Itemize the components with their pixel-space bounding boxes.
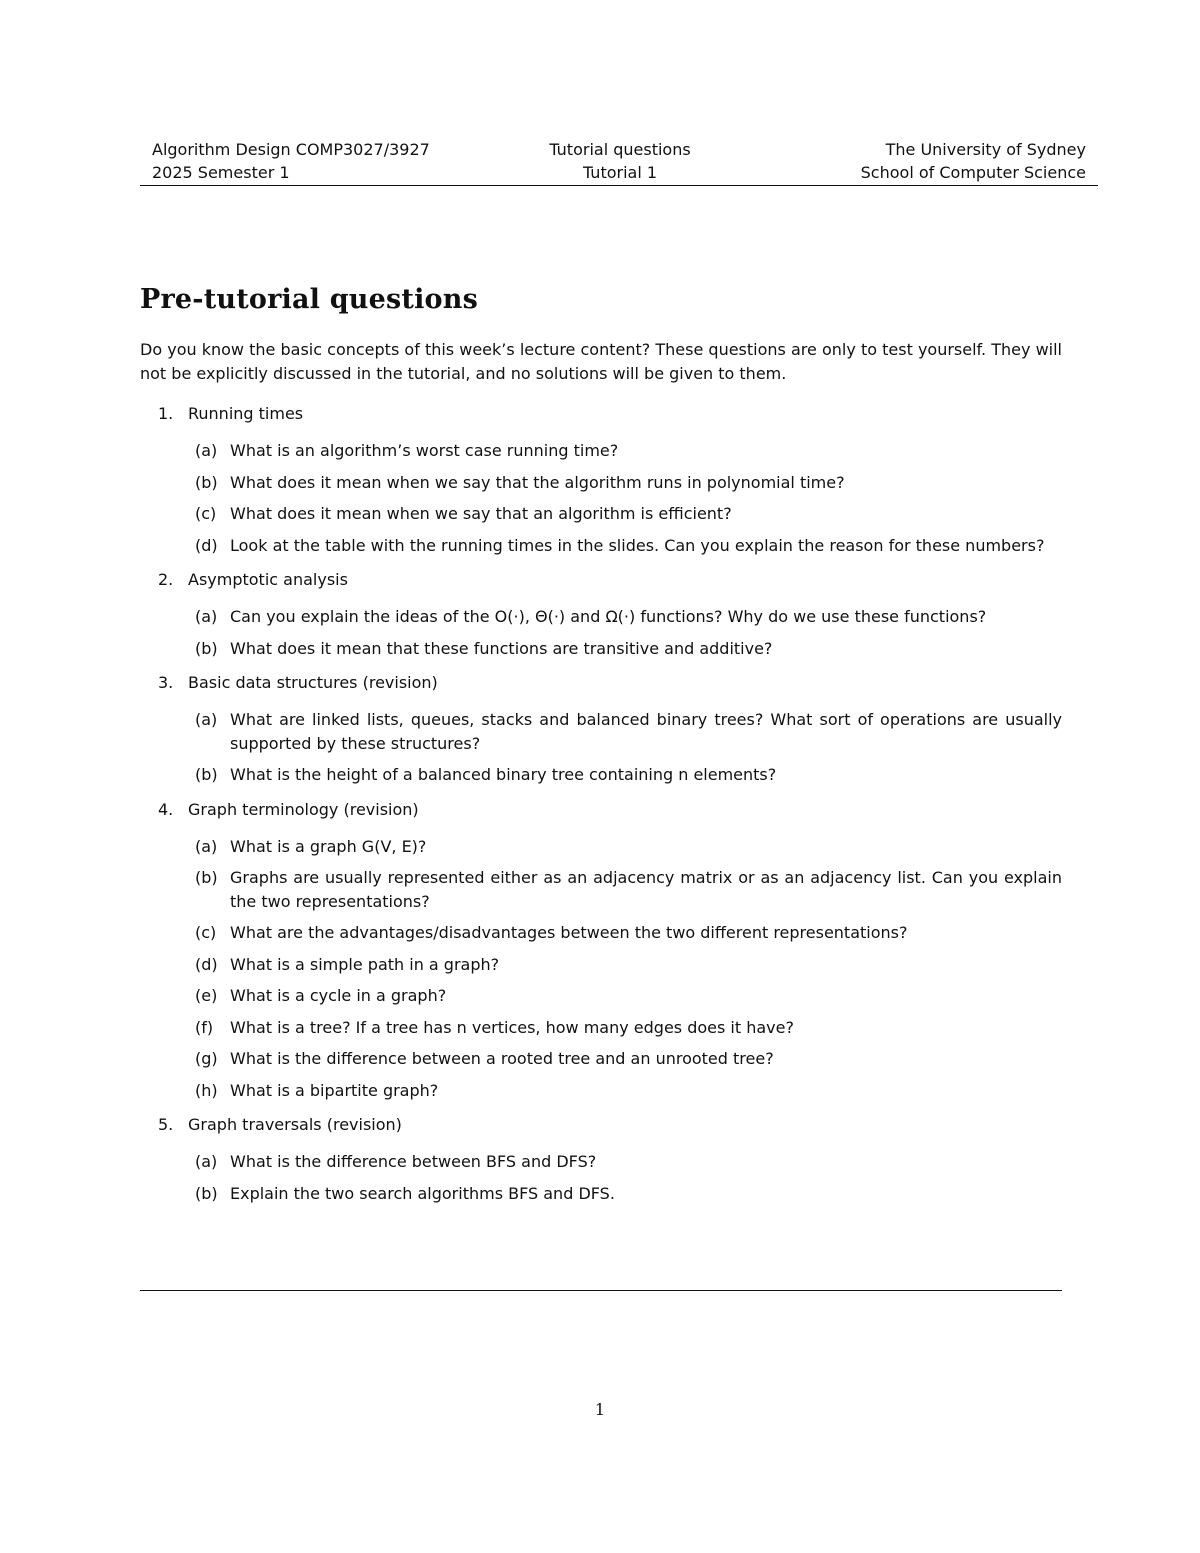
subquestion-label: (d) xyxy=(195,954,218,974)
subquestion-text: Graphs are usually represented either as an adjacency matrix or as an adjacency list. Can you explain the two representations? xyxy=(230,868,1062,911)
subquestion-label: (b) xyxy=(195,1183,218,1203)
question-title: Graph terminology (revision) xyxy=(188,799,419,819)
subquestion-item xyxy=(140,835,1062,859)
subquestion-label: (c) xyxy=(195,923,217,942)
subquestion-item xyxy=(140,502,1062,526)
subquestion-label: (a) xyxy=(195,710,218,729)
subquestion-label: (b) xyxy=(195,765,218,784)
subquestion-list xyxy=(140,835,1062,1103)
question-item xyxy=(140,671,1062,787)
header-row-2 xyxy=(140,161,1098,184)
subquestion-item xyxy=(140,1150,1062,1174)
question-heading xyxy=(140,798,1062,822)
subquestion-text: What is a cycle in a graph? xyxy=(230,986,447,1005)
subquestion-item xyxy=(140,471,1062,495)
subquestion-item xyxy=(140,1182,1062,1206)
subquestion-item xyxy=(140,708,1062,755)
subquestion-list xyxy=(140,1150,1062,1205)
subquestion-text: What is a graph G(V, E)? xyxy=(230,836,427,856)
subquestion-text: What is the difference between BFS and DFS? xyxy=(230,1152,597,1171)
subquestion-label: (a) xyxy=(195,1152,218,1171)
question-number: 1. xyxy=(158,404,174,423)
subquestion-item xyxy=(140,921,1062,945)
subquestion-label: (e) xyxy=(195,986,218,1005)
bottom-divider xyxy=(140,1290,1062,1291)
subquestion-text: What is the height of a balanced binary tree containing n elements? xyxy=(230,765,777,784)
subquestion-label: (b) xyxy=(195,868,218,887)
page-number: 1 xyxy=(594,1400,606,1419)
subquestion-text: What are the advantages/disadvantages between the two different representations? xyxy=(230,923,908,942)
question-item xyxy=(140,798,1062,1103)
question-title: Graph traversals (revision) xyxy=(188,1115,402,1134)
subquestion-item xyxy=(140,439,1062,463)
course-title: Algorithm Design COMP3027/3927 xyxy=(152,140,430,159)
document-type: Tutorial questions xyxy=(549,140,691,159)
question-item xyxy=(140,568,1062,660)
subquestion-text: What does it mean that these functions are transitive and additive? xyxy=(230,638,773,658)
page-header xyxy=(140,138,1098,184)
subquestion-item xyxy=(140,953,1062,977)
subquestion-item xyxy=(140,637,1062,661)
subquestion-item xyxy=(140,605,1062,629)
tutorial-number: Tutorial 1 xyxy=(582,163,658,182)
subquestion-text: What does it mean when we say that an algorithm is efficient? xyxy=(230,504,732,523)
subquestion-text: What is the difference between a rooted tree and an unrooted tree? xyxy=(230,1049,774,1068)
subquestion-text: What is a simple path in a graph? xyxy=(230,954,500,974)
question-heading xyxy=(140,671,1062,695)
subquestion-label: (b) xyxy=(195,638,218,658)
subquestion-text: Explain the two search algorithms BFS and DFS. xyxy=(230,1183,615,1203)
subquestion-item xyxy=(140,866,1062,913)
header-row-1 xyxy=(140,138,1098,161)
subquestion-item xyxy=(140,1047,1062,1071)
question-heading xyxy=(140,402,1062,426)
question-item xyxy=(140,1113,1062,1205)
question-list xyxy=(140,402,1062,1216)
subquestion-item xyxy=(140,763,1062,787)
subquestion-text: What is an algorithm’s worst case running time? xyxy=(230,441,619,460)
subquestion-label: (h) xyxy=(195,1080,218,1100)
subquestion-label: (g) xyxy=(195,1049,218,1068)
subquestion-text: What is a bipartite graph? xyxy=(230,1080,439,1100)
subquestion-label: (b) xyxy=(195,472,218,492)
subquestion-text: What are linked lists, queues, stacks and balanced binary trees? What sort of operations are usually supported by these structures? xyxy=(230,710,1062,753)
subquestion-text: Look at the table with the running times in the slides. Can you explain the reason for these numbers? xyxy=(230,535,1045,555)
question-title: Basic data structures (revision) xyxy=(188,673,438,692)
subquestion-list xyxy=(140,605,1062,660)
semester: 2025 Semester 1 xyxy=(152,163,290,182)
question-number: 2. xyxy=(158,570,174,589)
subquestion-label: (c) xyxy=(195,504,217,523)
intro-paragraph: Do you know the basic concepts of this week’s lecture content? These questions are only to test yourself. They will not be explicitly discussed in the tutorial, and no solutions will be given to them. xyxy=(140,340,1062,383)
subquestion-label: (a) xyxy=(195,607,218,626)
subquestion-item xyxy=(140,534,1062,558)
subquestion-item xyxy=(140,1016,1062,1040)
question-title: Asymptotic analysis xyxy=(188,570,348,589)
question-number: 4. xyxy=(158,799,174,819)
section-title: Pre-tutorial questions xyxy=(140,284,478,315)
header-divider xyxy=(140,185,1098,186)
school-name: School of Computer Science xyxy=(860,163,1086,182)
subquestion-label: (d) xyxy=(195,535,218,555)
subquestion-label: (a) xyxy=(195,441,218,460)
question-number: 3. xyxy=(158,673,174,692)
question-item xyxy=(140,402,1062,557)
question-title: Running times xyxy=(188,404,304,423)
subquestion-label: (f) xyxy=(195,1017,214,1037)
subquestion-item xyxy=(140,1079,1062,1103)
subquestion-list xyxy=(140,439,1062,557)
subquestion-text: What does it mean when we say that the algorithm runs in polynomial time? xyxy=(230,472,845,492)
subquestion-text: What is a tree? If a tree has n vertices, how many edges does it have? xyxy=(230,1017,794,1037)
university-name: The University of Sydney xyxy=(885,140,1086,159)
question-number: 5. xyxy=(158,1115,174,1134)
subquestion-item xyxy=(140,984,1062,1008)
subquestion-label: (a) xyxy=(195,836,218,856)
question-heading xyxy=(140,1113,1062,1137)
question-heading xyxy=(140,568,1062,592)
subquestion-list xyxy=(140,708,1062,787)
subquestion-text: Can you explain the ideas of the O(·), Θ(·) and Ω(·) functions? Why do we use these functions? xyxy=(230,607,987,626)
